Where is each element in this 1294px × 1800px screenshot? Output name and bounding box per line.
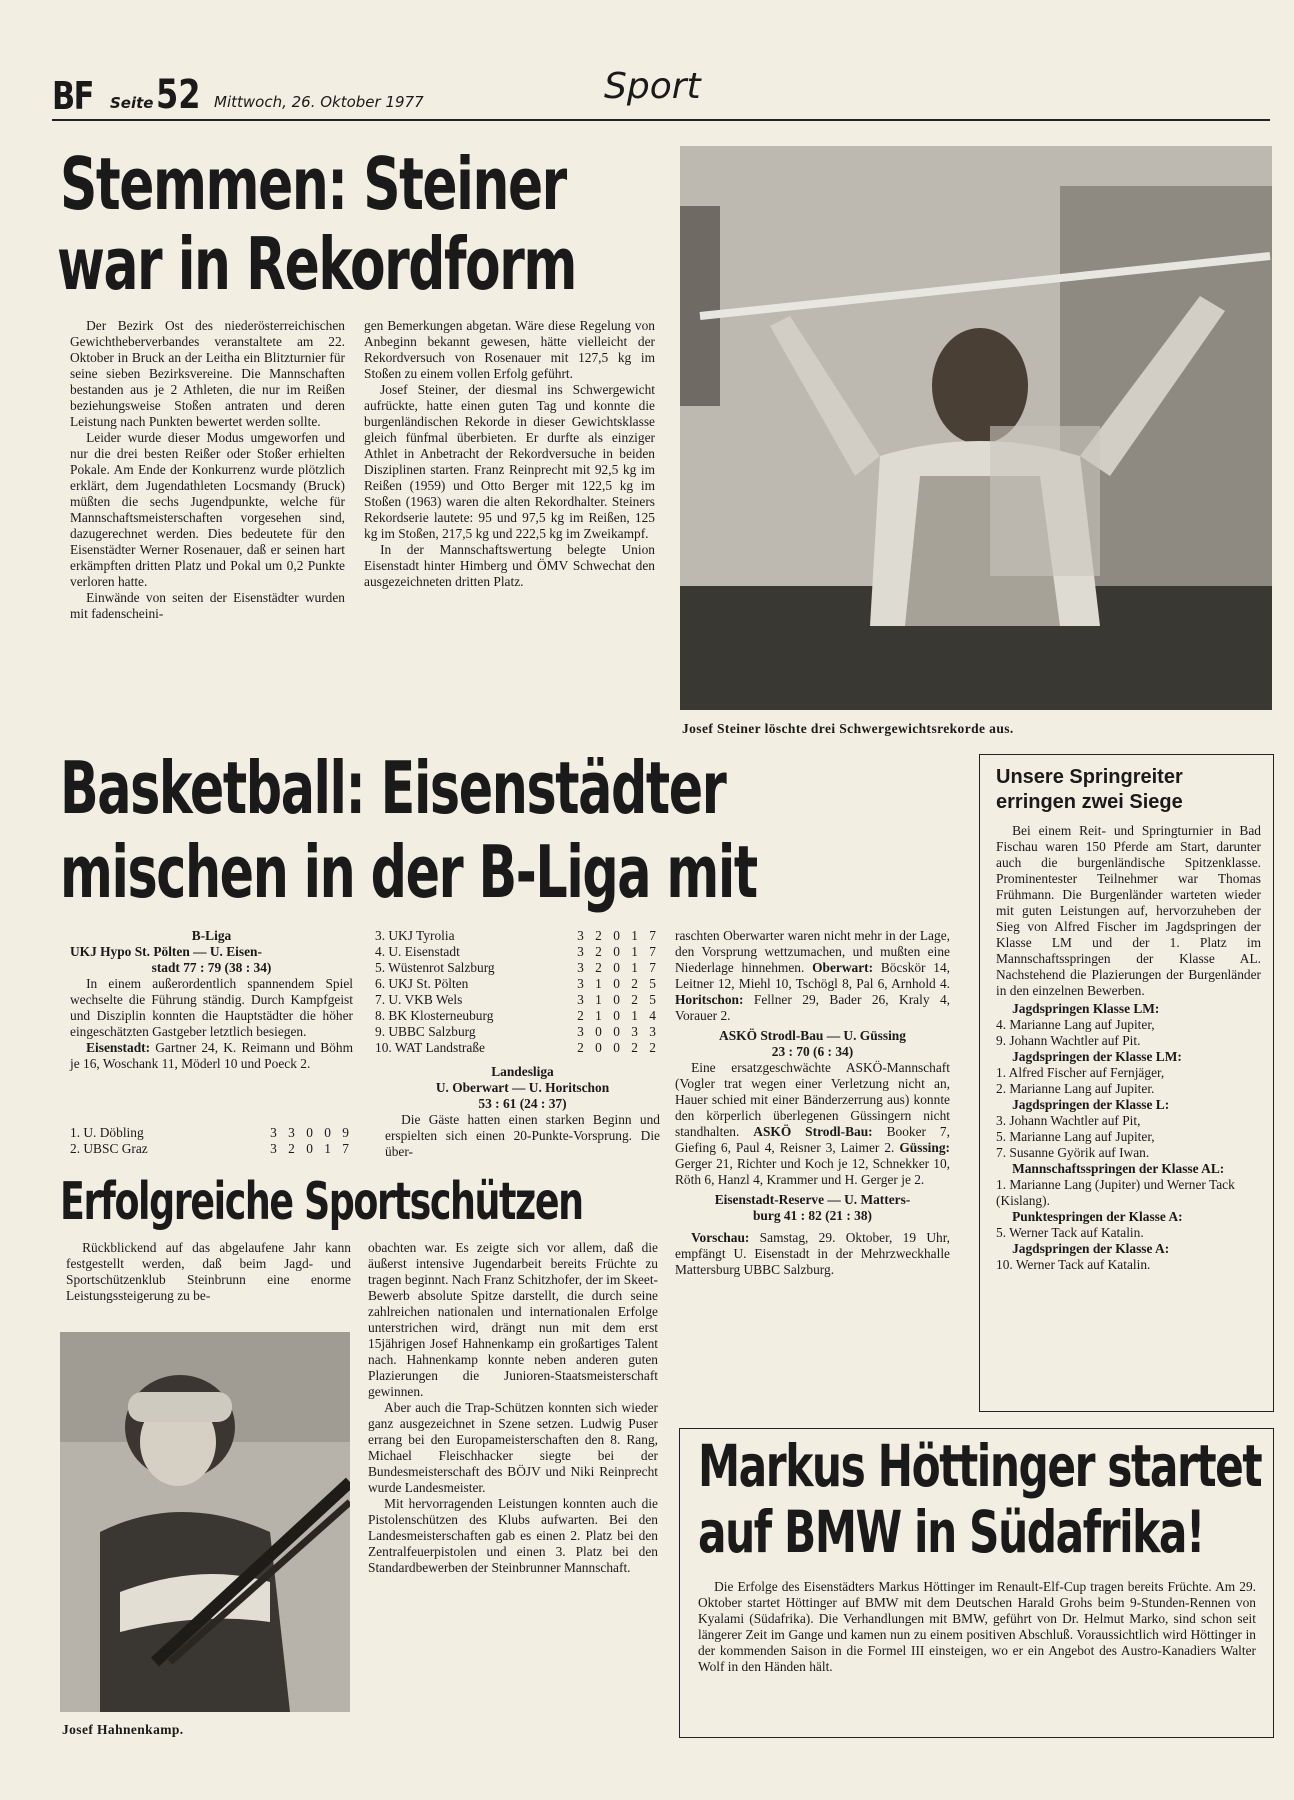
masthead-rule [52, 119, 1270, 121]
match3-report [675, 1060, 950, 1188]
stats-cell: 3 1 0 2 5 [577, 976, 660, 991]
match2-score: 53 : 61 (24 : 37) [478, 1096, 567, 1111]
result-line: 4. Marianne Lang auf Jupiter, [996, 1017, 1155, 1032]
preview-label: Vorschau: [691, 1230, 750, 1245]
result-line: 9. Johann Wachtler auf Pit. [996, 1033, 1141, 1048]
team-cell: 6. UKJ St. Pölten [375, 976, 469, 991]
result-line: 3. Johann Wachtler auf Pit, [996, 1113, 1141, 1128]
paragraph: obachten war. Es zeigte sich vor allem, daß die äußerst intensive Jugendarbeit bereits Früchte zu tragen beginnt. Nach Franz Schitzhofer, der im Skeet-Bewerb absolute Spitze darstellt, die durch seine zahlreichen nationalen und internationalen Erfolge unterstrichen wird, drängt nun mit dem erst 15jährigen Josef Hahnenkamp ein großartiges Talent nach. Hahnenkamp konnte neben anderen guten Plazierungen die Junioren-Staatsmeisterschaft gewinnen. [368, 1240, 658, 1399]
stats-cell: 3 2 0 1 7 [577, 960, 660, 975]
strodl-label: ASKÖ Strodl-Bau: [753, 1124, 873, 1139]
scorers-text: Gartner 24, K. Reimann und Böhm je 16, Woschank 11, Möderl 10 und Poeck 2. [70, 1040, 353, 1071]
schuetzen-headline: Erfolgreiche Sportschützen [60, 1172, 583, 1232]
shooter-illustration [60, 1332, 350, 1712]
springreiter-box [979, 754, 1274, 1412]
bliga-title: B-Liga [191, 928, 232, 943]
stats-cell: 2 0 0 2 2 [577, 1040, 660, 1055]
result-line: 5. Werner Tack auf Katalin. [996, 1225, 1144, 1240]
schuetzen-intro [66, 1240, 351, 1304]
hoettinger-headline-line2: auf BMW in Südafrika! [698, 1498, 1204, 1566]
result-line: 10. Werner Tack auf Katalin. [996, 1257, 1151, 1272]
landesliga-title: Landesliga [491, 1064, 554, 1079]
stats-cell: 3 3 0 0 9 [270, 1125, 353, 1140]
strodl-scorers: Booker 7, Giefing 6, Paul 4, Reisner 3, Laimer 2. [675, 1124, 950, 1155]
table-row [375, 976, 660, 992]
basketball-column-1 [70, 928, 353, 1072]
result-title: Punktespringen der Klasse A: [1012, 1209, 1183, 1224]
team-cell: 7. U. VKB Wels [375, 992, 463, 1007]
hoettinger-headline-line1: Markus Höttinger startet [698, 1432, 1262, 1500]
paragraph: Aber auch die Trap-Schützen konnten sich wieder ganz ausgezeichnet in Szene setzen. Ludwig Puser errang bei den Europameisterschaften den 8. Rang, Michael Fleischhacker siegte bei der Bundesmeisterschaft des BÖJV und Niki Reinprecht wurde Landesmeister. [368, 1400, 658, 1495]
paragraph: Mit hervorragenden Leistungen konnten auch die Pistolenschützen des Klubs aufwarten. Bei den Landesmeisterschaften gab es einen 2. Platz bei den Zentralfeuerpistolen und einen 3. Platz bei den Standardbewerben der Steinbrunner Mannschaft. [368, 1496, 658, 1575]
springreiter-results [996, 1001, 1261, 1273]
stats-cell: 3 2 0 1 7 [577, 944, 660, 959]
stemmen-photo-caption: Josef Steiner löschte drei Schwergewichtsrekorde aus. [682, 721, 1014, 736]
basketball-column-2 [385, 1064, 660, 1160]
stats-cell: 2 1 0 1 4 [577, 1008, 660, 1023]
stemmen-headline-line2: war in Rekordform [57, 222, 576, 306]
basketball-headline-line2: mischen in der B-Liga mit [60, 830, 757, 914]
team-cell: 1. U. Döbling [70, 1125, 144, 1140]
issue-date: Mittwoch, 26. Oktober 1977 [214, 93, 424, 111]
team-cell: 2. UBSC Graz [70, 1141, 148, 1156]
masthead [52, 66, 1272, 124]
page-number: 52 [156, 72, 201, 118]
match4-heading: Eisenstadt-Reserve — U. Matters- [714, 1192, 911, 1207]
team-cell: 4. U. Eisenstadt [375, 944, 460, 959]
weightlifter-illustration [680, 146, 1272, 710]
paragraph: Josef Steiner, der diesmal ins Schwergewicht aufrückte, hatte einen guten Tag und konnte die burgenländischen Rekorde in dieser Gewichtsklasse gleich fünfmal überbieten. Er durfte als einziger Athlet in Anbetracht der Rekordversuche in beiden Disziplinen starten. Franz Reinprecht mit 92,5 kg im Reißen (1959) und Otto Berger mit 122,5 kg im Stoßen (1963) waren die alten Rekordhalter. Steiners Rekordserie lautete: 95 und 97,5 kg im Reißen, 125 kg im Stoßen, 217,5 kg und 222,5 kg im Zweikampf. [364, 382, 655, 541]
team-cell: 8. BK Klosterneuburg [375, 1008, 494, 1023]
result-title: Jagdspringen Klasse LM: [1012, 1001, 1160, 1016]
result-title: Jagdspringen der Klasse A: [1012, 1241, 1170, 1256]
stemmen-headline-line1: Stemmen: Steiner [60, 142, 566, 226]
team-cell: 3. UKJ Tyrolia [375, 928, 455, 943]
hoettinger-box [679, 1428, 1274, 1738]
team-cell: 5. Wüstenrot Salzburg [375, 960, 495, 975]
result-line: 1. Marianne Lang (Jupiter) und Werner Tack (Kislang). [996, 1177, 1235, 1208]
result-title: Jagdspringen der Klasse LM: [1012, 1049, 1182, 1064]
result-line: 1. Alfred Fischer auf Fernjäger, [996, 1065, 1165, 1080]
hoettinger-text [698, 1579, 1256, 1675]
horitschon-label: Horitschon: [675, 992, 744, 1007]
springreiter-headline: Unsere Springreiter erringen zwei Siege [996, 766, 1183, 813]
match3-heading: ASKÖ Strodl-Bau — U. Güssing [719, 1028, 906, 1043]
schuetzen-photo-caption: Josef Hahnenkamp. [62, 1722, 184, 1737]
preview [675, 1230, 950, 1278]
schuetzen-column-2 [368, 1240, 658, 1576]
match3-text: Eine ersatzgeschwächte ASKÖ-Mannschaft (Vogler trat wegen einer Verletzung nicht an, Hauer schied mit einer Bänderzerrung aus) konnte den körperlich überlegenen Güssingern nicht standhalten. [675, 1060, 950, 1139]
stats-cell: 3 0 0 3 3 [577, 1024, 660, 1039]
table-row [375, 992, 660, 1008]
oberwart-label: Oberwart: [812, 960, 874, 975]
weightlifter-photo [680, 146, 1272, 710]
guessing-scorers: Gerger 21, Richter und Koch je 12, Schnekker 10, Röth 6, Hanzl 4, Krammer und H. Gerger je 2. [675, 1156, 950, 1187]
stats-cell: 3 2 0 1 7 [577, 928, 660, 943]
result-line: 7. Susanne Györik auf Iwan. [996, 1145, 1150, 1160]
result-line: 5. Marianne Lang auf Jupiter, [996, 1129, 1155, 1144]
match2-heading: U. Oberwart — U. Horitschon [435, 1080, 610, 1095]
team-cell: 10. WAT Landstraße [375, 1040, 485, 1055]
horitschon-scorers: Fellner 29, Bader 26, Kraly 4, Vorauer 2. [675, 992, 950, 1023]
result-line: 2. Marianne Lang auf Jupiter. [996, 1081, 1155, 1096]
match1-scorers [70, 1040, 353, 1072]
table-row [375, 1040, 660, 1056]
scorers-label: Eisenstadt: [86, 1040, 151, 1055]
stats-cell: 3 2 0 1 7 [270, 1141, 353, 1156]
bliga-table-top [70, 1125, 353, 1157]
table-row [375, 944, 660, 960]
stats-cell: 3 1 0 2 5 [577, 992, 660, 1007]
table-row [375, 1008, 660, 1024]
paragraph: Leider wurde dieser Modus umgeworfen und nur die drei besten Reißer oder Stoßer erhielten Pokale. Am Ende der Konkurrenz wurde plötzlich erklärt, dem Jugendathleten Locsmandy (Bruck) müßten die sechs Jugendpunkte, welche für Mannschaftsmeisterschaften vorgesehen sind, dazugerechnet werden. Dies bedeutete für den Eisenstädter Werner Rosenauer, daß er seinen hart erkämpften dritten Platz und Pokal um 0,2 Punkte verloren hatte. [70, 430, 345, 589]
paragraph: Einwände von seiten der Eisenstädter wurden mit fadenscheini- [70, 590, 345, 621]
paragraph: gen Bemerkungen abgetan. Wäre diese Regelung von Anbeginn bekannt gewesen, hätte vielleicht der Rekordversuch von Rosenauer mit 127,5 kg im Stoßen zu einem vollen Erfolg geführt. [364, 318, 655, 381]
seite-label: Seite [110, 94, 154, 112]
paragraph: Rückblickend auf das abgelaufene Jahr kann festgestellt werden, daß beim Jagd- und Sportschützenklub Steinbrunn eine enorme Leistungssteigerung zu be- [66, 1240, 351, 1303]
match2-report: Die Gäste hatten einen starken Beginn und erspielten sich einen 20-Punkte-Vorsprung. Die über- [385, 1112, 660, 1159]
oberwart-scorers: Böcskör 14, Leitner 12, Miehl 10, Tschögl 8, Pal 6, Arnhold 4. [675, 960, 950, 991]
publication-logo: BF [52, 74, 93, 118]
section-title: Sport [604, 66, 701, 107]
bliga-table-rest [375, 928, 660, 1056]
team-cell: 9. UBBC Salzburg [375, 1024, 476, 1039]
springreiter-text [996, 823, 1261, 999]
guessing-label: Güssing: [899, 1140, 950, 1155]
continuation-text: raschten Oberwarter waren nicht mehr in der Lage, den Vorsprung wettzumachen, und mußten eine Niederlage hinnehmen. [675, 928, 950, 975]
match2-report-cont [675, 928, 950, 1024]
match1-heading: UKJ Hypo St. Pölten — U. Eisen- [70, 944, 262, 959]
table-row [375, 928, 660, 944]
table-row [70, 1125, 353, 1141]
basketball-headline-line1: Basketball: Eisenstädter [60, 746, 726, 830]
table-row [70, 1141, 353, 1157]
springreiter-paragraph: Bei einem Reit- und Springturnier in Bad Fischau waren 150 Pferde am Start, darunter auch die burgenländische Spitzenklasse. Prominentester Teilnehmer war Thomas Frühmann. Die Burgenländer warteten wieder mit guten Leistungen auf, hervorzuheben der Sieg von Alfred Fischer im Jagdspringen der Klasse LM und der 1. Platz im Mannschaftsspringen der Klasse AL. Nachstehend die Plazierungen der Burgenländer in den einzelnen Bewerben. [996, 823, 1261, 998]
table-row [375, 960, 660, 976]
shooter-photo [60, 1332, 350, 1712]
table-row [375, 1024, 660, 1040]
match4-score: burg 41 : 82 (21 : 38) [752, 1208, 873, 1223]
match1-score: stadt 77 : 79 (38 : 34) [151, 960, 272, 975]
result-title: Mannschaftsspringen der Klasse AL: [1012, 1161, 1225, 1176]
match3-score: 23 : 70 (6 : 34) [771, 1044, 854, 1059]
preview-text: Samstag, 29. Oktober, 19 Uhr, empfängt U. Eisenstadt in der Mehrzweckhalle Mattersburg UBBC Salzburg. [675, 1230, 950, 1277]
paragraph: In der Mannschaftswertung belegte Union Eisenstadt hinter Himberg und ÖMV Schwechat den ausgezeichneten dritten Platz. [364, 542, 655, 589]
match1-report: In einem außerordentlich spannendem Spiel wechselte die Führung ständig. Durch Kampfgeist und Disziplin konnten die Hauptstädter die höher eingeschätzten Gastgeber letztlich besiegen. [70, 976, 353, 1039]
paragraph: Der Bezirk Ost des niederösterreichischen Gewichtheberverbandes veranstaltete am 22. Oktober in Bruck an der Leitha ein Blitzturnier für seine sieben Bezirksvereine. Die Mannschaften bestanden aus je 2 Athleten, die nur im Reißen beziehungsweise Stoßen antraten und deren Leistung nach Punkten bewertet werden sollte. [70, 318, 345, 429]
basketball-column-3 [675, 928, 950, 1278]
stemmen-column-1 [70, 318, 345, 622]
stemmen-column-2 [364, 318, 655, 590]
paragraph: Die Erfolge des Eisenstädters Markus Höttinger im Renault-Elf-Cup tragen bereits Früchte. Am 29. Oktober startet Höttinger auf BMW mit dem Deutschen Harald Grohs beim 9-Stunden-Rennen von Kyalami (Südafrika). Die Verhandlungen mit BMW, geführt von Dr. Helmut Marko, sind schon seit längerer Zeit im Gange und kamen nun zu einem positiven Abschluß. Voraussichtlich wird Höttinger in der kommenden Saison in die Formel III einsteigen, wo er ein Angebot des Austro-Kanadiers Walter Wolf in den Händen hält. [698, 1579, 1256, 1674]
result-title: Jagdspringen der Klasse L: [1012, 1097, 1170, 1112]
